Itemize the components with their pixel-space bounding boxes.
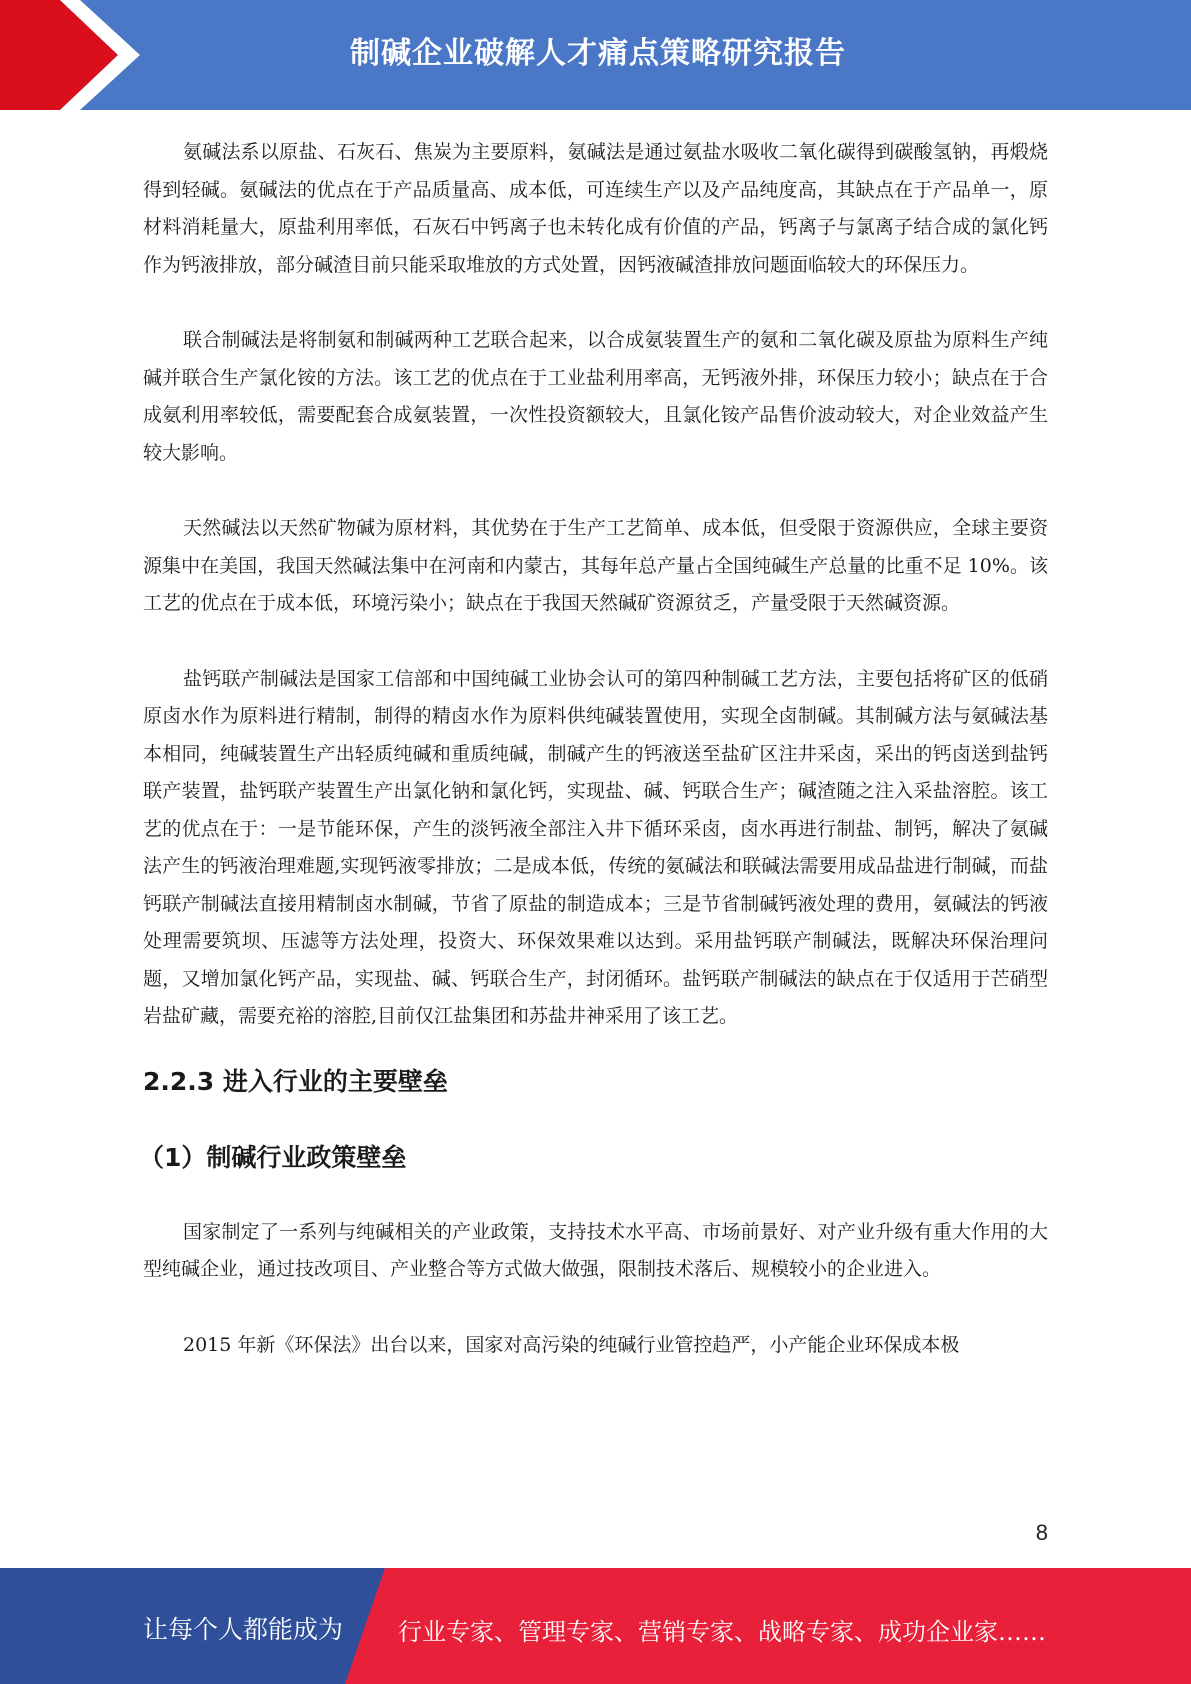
- paragraph-policy: 国家制定了一系列与纯碱相关的产业政策，支持技术水平高、市场前景好、对产业升级有重大作用的大型纯碱企业，通过技改项目、产业整合等方式做大做强，限制技术落后、规模较小的企业进入。: [143, 1220, 1048, 1280]
- header-chevron-graphic: [0, 0, 160, 110]
- section-heading: 2.2.3 进入行业的主要壁垒: [143, 1066, 448, 1096]
- document-body: [139, 134, 1048, 1402]
- paragraph-ammonia-soda: 氨碱法系以原盐、石灰石、焦炭为主要原料，氨碱法是通过氨盐水吸收二氧化碳得到碳酸氢钠，再煅烧得到轻碱。氨碱法的优点在于产品质量高、成本低，可连续生产以及产品纯度高，其缺点在于产品单一，原材料消耗量大，原盐利用率低，石灰石中钙离子也未转化成有价值的产品，钙离子与氯离子结合成的氯化钙作为钙液排放，部分碱渣目前只能采取堆放的方式处置，因钙液碱渣排放问题面临较大的环保压力。: [143, 141, 1048, 276]
- subsection-heading: （1）制碱行业政策壁垒: [139, 1142, 407, 1172]
- paragraph-natural-soda: 天然碱法以天然矿物碱为原材料，其优势在于生产工艺简单、成本低，但受限于资源供应，全球主要资源集中在美国，我国天然碱法集中在河南和内蒙古，其每年总产量占全国纯碱生产总量的比重不足 10%。该工艺的优点在于成本低，环境污染小；缺点在于我国天然碱矿资源贫乏，产量受限于天然碱资源。: [143, 517, 1048, 614]
- page-header: [0, 0, 1191, 110]
- page-footer: [0, 1568, 1191, 1684]
- footer-slogan-right: 行业专家、管理专家、营销专家、战略专家、成功企业家……: [398, 1618, 1046, 1646]
- footer-slogan-left: 让每个人都能成为: [143, 1615, 344, 1644]
- report-title: 制碱企业破解人才痛点策略研究报告: [350, 36, 846, 71]
- paragraph-environmental-law: 2015 年新《环保法》出台以来，国家对高污染的纯碱行业管控趋严，小产能企业环保成本极: [183, 1333, 960, 1356]
- page-number: 8: [1035, 1520, 1048, 1545]
- paragraph-combined-process: 联合制碱法是将制氨和制碱两种工艺联合起来，以合成氨装置生产的氨和二氧化碳及原盐为原料生产纯碱并联合生产氯化铵的方法。该工艺的优点在于工业盐利用率高，无钙液外排，环保压力较小；缺点在于合成氨利用率较低，需要配套合成氨装置，一次性投资额较大，且氯化铵产品售价波动较大，对企业效益产生较大影响。: [143, 329, 1048, 464]
- paragraph-salt-calcium: 盐钙联产制碱法是国家工信部和中国纯碱工业协会认可的第四种制碱工艺方法，主要包括将矿区的低硝原卤水作为原料进行精制，制得的精卤水作为原料供纯碱装置使用，实现全卤制碱。其制碱方法与氨碱法基本相同，纯碱装置生产出轻质纯碱和重质纯碱，制碱产生的钙液送至盐矿区注井采卤，采出的钙卤送到盐钙联产装置，盐钙联产装置生产出氯化钠和氯化钙，实现盐、碱、钙联合生产；碱渣随之注入采盐溶腔。该工艺的优点在于：一是节能环保，产生的淡钙液全部注入井下循环采卤，卤水再进行制盐、制钙，解决了氨碱法产生的钙液治理难题,实现钙液零排放；二是成本低，传统的氨碱法和联碱法需要用成品盐进行制碱，而盐钙联产制碱法直接用精制卤水制碱，节省了原盐的制造成本；三是节省制碱钙液处理的费用，氨碱法的钙液处理需要筑坝、压滤等方法处理，投资大、环保效果难以达到。采用盐钙联产制碱法，既解决环保治理问题，又增加氯化钙产品，实现盐、碱、钙联合生产，封闭循环。盐钙联产制碱法的缺点在于仅适用于芒硝型岩盐矿藏，需要充裕的溶腔,目前仅江盐集团和苏盐井神采用了该工艺。: [143, 667, 1048, 1027]
